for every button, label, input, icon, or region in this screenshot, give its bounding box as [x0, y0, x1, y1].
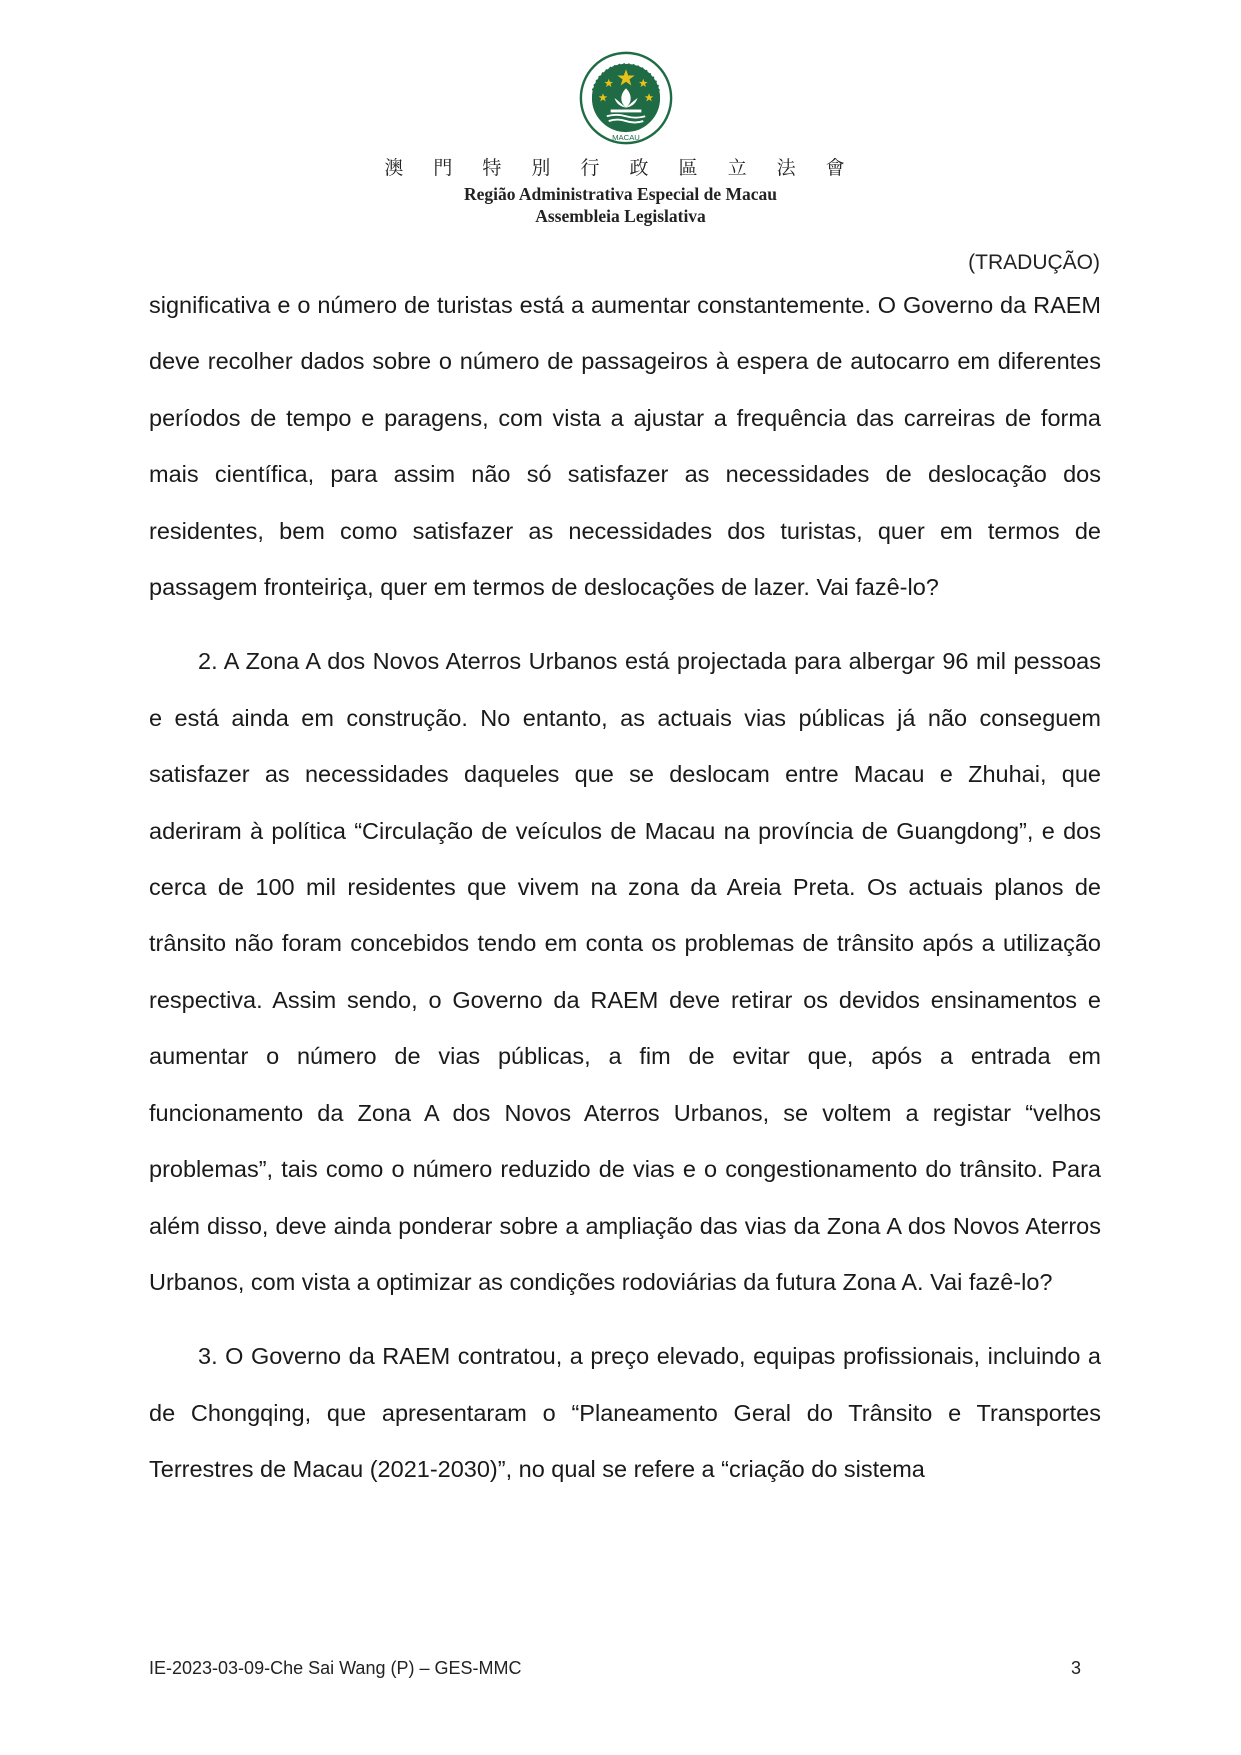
paragraph-item-2: 2. A Zona A dos Novos Aterros Urbanos está projectada para albergar 96 mil pessoas e está ainda em construção. No entanto, as actuais vias públicas já não conseguem satisfazer as necessidades daqueles que se deslocam entre Macau e Zhuhai, que aderiram à política “Circulação de veículos de Macau na província de Guangdong”, e dos cerca de 100 mil residentes que vivem na zona da Areia Preta. Os actuais planos de trânsito não foram concebidos tendo em conta os problemas de trânsito após a utilização respectiva. Assim sendo, o Governo da RAEM deve retirar os devidos ensinamentos e aumentar o número de vias públicas, a fim de evitar que, após a entrada em funcionamento da Zona A dos Novos Aterros Urbanos, se voltem a registar “velhos problemas”, tais como o número reduzido de vias e o congestionamento do trânsito. Para além disso, deve ainda ponderar sobre a ampliação das vias da Zona A dos Novos Aterros Urbanos, com vista a optimizar as condições rodoviárias da futura Zona A. Vai fazê-lo?: [149, 648, 1101, 1295]
body-text: [149, 277, 1101, 1498]
region-name: Região Administrativa Especial de Macau: [463, 184, 778, 204]
page-number: 3: [1070, 1658, 1081, 1678]
footer-document-reference: IE-2023-03-09-Che Sai Wang (P) – GES-MMC: [149, 1658, 522, 1678]
chinese-institution-title: 澳 門 特 別 行 政 區 立 法 會: [384, 157, 857, 179]
paragraph-continuation: significativa e o número de turistas está a aumentar constantemente. O Governo da RAEM deve recolher dados sobre o número de passageiros à espera de autocarro em diferentes períodos de tempo e paragens, com vista a ajustar a frequência das carreiras de forma mais científica, para assim não só satisfazer as necessidades de deslocação dos residentes, bem como satisfazer as necessidades dos turistas, quer em termos de passagem fronteiriça, quer em termos de deslocações de lazer. Vai fazê-lo?: [149, 292, 1101, 601]
macau-emblem: [578, 50, 674, 146]
translation-label: (TRADUÇÃO): [968, 251, 1100, 274]
assembly-name: Assembleia Legislativa: [535, 206, 706, 226]
paragraph-item-3: 3. O Governo da RAEM contratou, a preço elevado, equipas profissionais, incluindo a de Chongqing, que apresentaram o “Planeamento Geral do Trânsito e Transportes Terrestres de Macau (2021-2030)”, no qual se refere a “criação do sistema: [149, 1343, 1101, 1483]
svg-text:MACAU: MACAU: [612, 133, 640, 143]
